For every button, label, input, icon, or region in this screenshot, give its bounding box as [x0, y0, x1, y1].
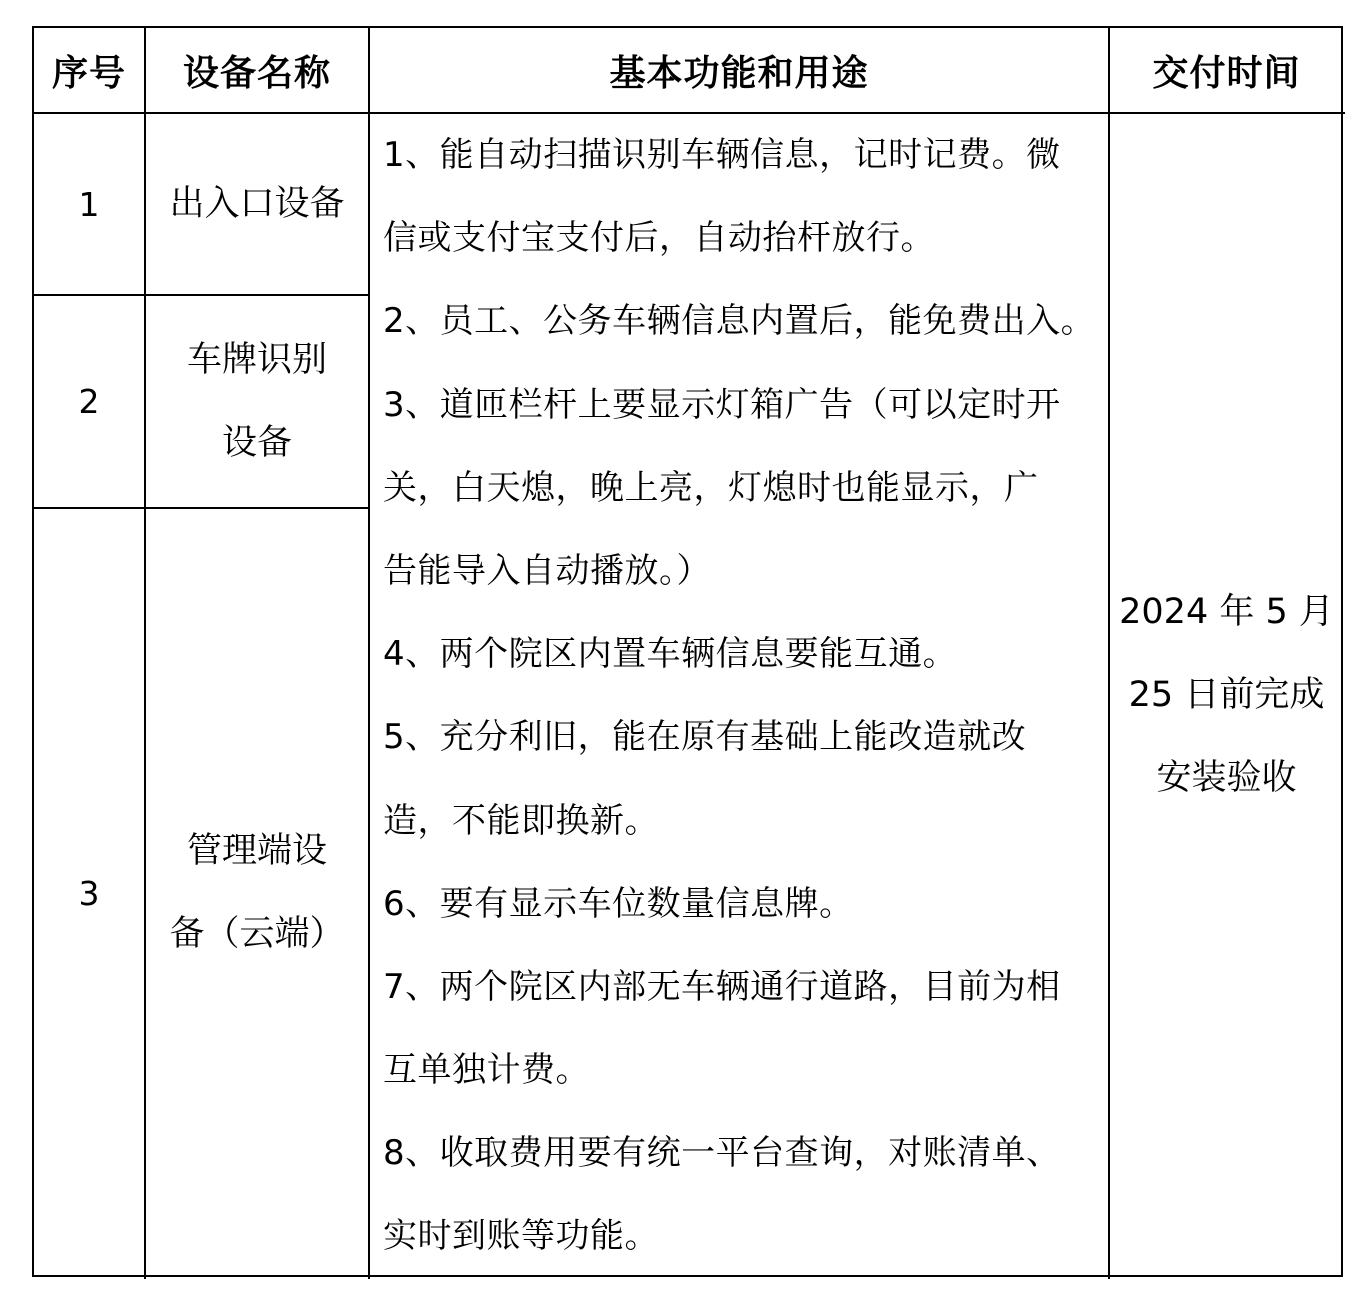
function-line: 告能导入自动播放。） [383, 550, 711, 591]
row-3-no: 3 [78, 873, 100, 913]
function-line: 信或支付宝支付后，自动抬杆放行。 [383, 218, 935, 259]
row-2-no: 2 [78, 382, 100, 421]
row-1-name-line-1: 出入口设备 [169, 183, 345, 224]
row-1-no: 1 [78, 184, 100, 224]
function-line: 4、两个院区内置车辆信息要能互通。 [383, 634, 958, 675]
function-line: 6、要有显示车位数量信息牌。 [383, 883, 854, 924]
function-line: 关，白天熄，晚上亮，灯熄时也能显示，广 [383, 467, 1039, 508]
row-3-name-line-2: 备（云端） [169, 914, 345, 954]
col-divider-2 [368, 28, 370, 1279]
delivery-time-cell [1110, 114, 1343, 1277]
function-line: 实时到账等功能。 [383, 1216, 659, 1257]
function-line: 7、两个院区内部无车辆通行道路，目前为相 [383, 966, 1061, 1007]
header-delivery-time: 交付时间 [1152, 52, 1301, 94]
function-description-list [383, 114, 1103, 1279]
row-2-name-line-1: 车牌识别 [186, 339, 327, 380]
row-2-device-name [146, 296, 368, 507]
row-2-name-line-2: 设备 [221, 422, 292, 463]
header-function: 基本功能和用途 [609, 52, 869, 94]
row-1-device-name [146, 114, 368, 294]
delivery-line-3: 安装验收 [1156, 758, 1297, 798]
header-no: 序号 [51, 52, 126, 94]
function-line: 1、能自动扫描识别车辆信息，记时记费。微 [383, 135, 1061, 175]
function-line: 互单独计费。 [383, 1050, 590, 1091]
header-device-name: 设备名称 [182, 52, 331, 94]
row-3-name-line-1: 管理端设 [186, 831, 327, 871]
function-line: 造，不能即换新。 [383, 800, 659, 841]
row-3-device-name [146, 509, 368, 1277]
delivery-line-2: 25 日前完成 [1128, 675, 1325, 715]
function-line: 3、道匝栏杆上要显示灯箱广告（可以定时开 [383, 384, 1061, 425]
function-line: 2、员工、公务车辆信息内置后，能免费出入。 [383, 301, 1096, 342]
function-line: 5、充分利旧，能在原有基础上能改造就改 [383, 717, 1027, 758]
function-line: 8、收取费用要有统一平台查询，对账清单、 [383, 1133, 1061, 1174]
delivery-line-1: 2024 年 5 月 [1119, 592, 1334, 632]
requirements-table [32, 26, 1343, 1277]
